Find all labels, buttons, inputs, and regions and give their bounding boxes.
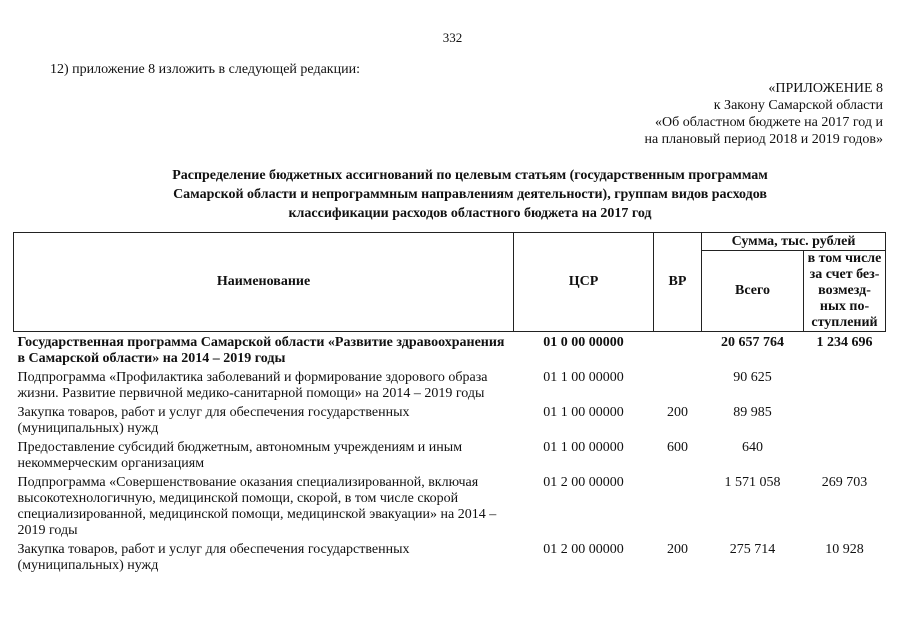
row-total: 20 657 764	[721, 335, 784, 350]
row-vr	[654, 332, 702, 370]
row-grants	[804, 369, 886, 404]
page-number: 332	[442, 30, 463, 45]
row-vr	[654, 474, 702, 541]
row-vr: 200	[667, 542, 688, 557]
appendix-line: на плановый период 2018 и 2019 годов»	[644, 132, 883, 147]
row-name: Подпрограмма «Совершенствование оказания специализированной, включая высокотехнологичную, медицинской помощи, скорой, в том числе скорой специализированной, медицинской помощи, медицинской эвакуации» на 2014 – 2019 годы	[17, 475, 497, 538]
table-row	[14, 541, 886, 576]
table-row	[14, 404, 886, 439]
row-total: 89 985	[733, 405, 772, 420]
row-total: 1 571 058	[724, 475, 781, 490]
row-csr: 01 2 00 00000	[543, 542, 624, 557]
row-name: Закупка товаров, работ и услуг для обеспечения государственных (муниципальных) нужд	[17, 542, 410, 573]
appendix-line: «ПРИЛОЖЕНИЕ 8	[768, 81, 883, 96]
header-including-grants: в том числе за счет без-возмезд-ных по-ступлений	[804, 251, 886, 332]
table-body	[14, 332, 886, 577]
header-name: Наименование	[14, 233, 514, 332]
row-csr: 01 1 00 00000	[543, 370, 624, 385]
header-vr: ВР	[654, 233, 702, 332]
table-row	[14, 332, 886, 370]
table-header	[14, 233, 886, 332]
appendix-line: к Закону Самарской области	[713, 98, 883, 113]
row-grants: 1 234 696	[816, 335, 873, 350]
intro-text: 12) приложение 8 изложить в следующей редакции:	[50, 62, 360, 77]
budget-table	[13, 232, 886, 576]
appendix-line: «Об областном бюджете на 2017 год и	[655, 115, 883, 130]
row-vr: 200	[667, 405, 688, 420]
row-name: Закупка товаров, работ и услуг для обеспечения государственных (муниципальных) нужд	[17, 405, 410, 436]
row-name: Государственная программа Самарской области «Развитие здравоохранения в Самарской области» на 2014 – 2019 годы	[17, 335, 505, 366]
row-csr: 01 1 00 00000	[543, 440, 624, 455]
row-name: Предоставление субсидий бюджетным, автономным учреждениям и иным некоммерческим организациям	[17, 440, 463, 471]
header-sum: Сумма, тыс. рублей	[702, 233, 886, 251]
appendix-header	[644, 80, 883, 148]
row-total: 640	[742, 440, 763, 455]
row-grants: 10 928	[825, 542, 864, 557]
title-line: Самарской области и непрограммным направлениям деятельности), группам видов расходов	[173, 187, 767, 202]
row-vr: 600	[667, 440, 688, 455]
title-line: Распределение бюджетных ассигнований по целевым статьям (государственным программам	[172, 168, 768, 183]
table-row	[14, 474, 886, 541]
title-line: классификации расходов областного бюджета на 2017 год	[288, 206, 652, 221]
row-grants: 269 703	[821, 475, 868, 490]
row-total: 275 714	[729, 542, 776, 557]
header-total: Всего	[702, 251, 804, 332]
table-row	[14, 369, 886, 404]
row-total: 90 625	[733, 370, 772, 385]
row-csr: 01 1 00 00000	[543, 405, 624, 420]
row-grants	[804, 439, 886, 474]
row-csr: 01 2 00 00000	[543, 475, 624, 490]
row-name: Подпрограмма «Профилактика заболеваний и формирование здорового образа жизни. Развитие первичной медико-санитарной помощи» на 2014 – 2019 годы	[17, 370, 488, 401]
row-grants	[804, 404, 886, 439]
row-csr: 01 0 00 00000	[543, 335, 624, 350]
document-title	[80, 166, 860, 223]
table-row	[14, 439, 886, 474]
header-csr: ЦСР	[514, 233, 654, 332]
row-vr	[654, 369, 702, 404]
